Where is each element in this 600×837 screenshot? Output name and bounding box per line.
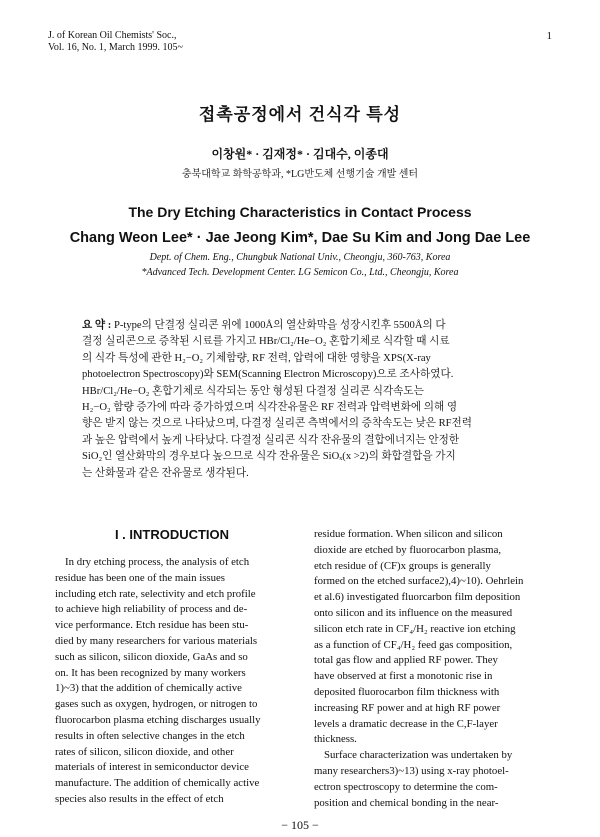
abstract-line: 의 식각 특성에 관한 H₂−O₂ 기체함량, RF 전력, 압력에 대한 영향을 XPS(X-ray	[82, 352, 431, 364]
body-text-line: increasing RF power and at high RF power	[314, 701, 501, 714]
body-text-line: Surface characterization was undertaken by	[324, 749, 513, 762]
abstract-line: SiO₂인 열산화막의 경우보다 높으므로 식각 잔유물은 SiOₓ(x >2)의 화합결합을 가지	[82, 451, 456, 463]
body-text-line: many researchers3)~13) using x-ray photoel-	[314, 764, 509, 777]
abstract-line: photoelectron Spectroscopy)와 SEM(Scanning Electron Microscopy)으로 조사하였다.	[82, 369, 454, 381]
body-text-line: silicon etch rate in CF₄/H₂ reactive ion etching	[314, 622, 516, 635]
body-text-line: position and chemical bonding in the near-	[314, 796, 499, 809]
body-text-line: residue has been one of the main issues	[55, 571, 226, 584]
abstract	[82, 318, 522, 482]
body-text-line: In dry etching process, the analysis of etch	[65, 556, 250, 568]
body-text-line: levels a dramatic decrease in the C,F-layer	[314, 717, 498, 730]
body-text-line: gases such as oxygen, hydrogen, or nitrogen to	[55, 698, 258, 711]
abstract-line: 결정 실리콘으로 증착된 시료를 가지고 HBr/Cl₂/He−O₂ 혼합기체로 식각할 때 시료	[82, 336, 450, 348]
body-text-line: deposited fluorocarbon film thickness with	[314, 685, 500, 698]
english-affiliation-2: *Advanced Tech. Development Center. LG Semicon Co., Ltd., Cheongju, Korea	[141, 267, 459, 278]
body-column-left	[55, 555, 295, 808]
body-text-line: as a function of CF₄/H₂ feed gas composition,	[314, 638, 513, 651]
body-text-line: including etch rate, selectivity and etch profile	[55, 587, 256, 600]
body-text-line: have observed at first a monotonic rise in	[314, 670, 493, 683]
body-text-line: species also results in the effect of etch	[55, 792, 224, 805]
journal-citation	[48, 30, 183, 54]
body-text-line: 1)~3) that the addition of chemically active	[55, 682, 242, 695]
body-text-line: manufacture. The addition of chemically active	[55, 777, 260, 790]
abstract-line: HBr/Cl₂/He−O₂ 혼합기체로 식각되는 동안 형성된 다결정 실리콘 식각속도는	[82, 385, 424, 397]
body-text-line: results in often selective changes in the etch	[55, 729, 245, 742]
body-text-line: residue formation. When silicon and silicon	[314, 528, 503, 540]
body-text-line: et al.6) investigated fluorcarbon film deposition	[314, 591, 521, 604]
page-number-top: 1	[546, 30, 552, 42]
body-text-line: died by many researchers for various materials	[55, 634, 258, 647]
abstract-line: 향은 받지 않는 것으로 나타났으며, 다결정 실리콘 측벽에서의 증착속도는 낮은 RF전력	[82, 418, 473, 430]
body-text-line: dioxide are etched by fluorocarbon plasma,	[314, 543, 502, 556]
body-text-line: on. It has been recognized by many workers	[55, 666, 246, 679]
korean-affiliation: 충북대학교 화학공학과, *LG반도체 선행기술 개발 센터	[181, 169, 419, 180]
body-text-line: onto silicon and its influence on the measured	[314, 606, 513, 619]
abstract-line	[82, 318, 522, 334]
section-heading-introduction: I . INTRODUCTION	[114, 527, 230, 542]
journal-line-2: Vol. 16, No. 1, March 1999. 105~	[48, 42, 183, 53]
korean-authors: 이창원* · 김재정* · 김대수, 이종대	[211, 147, 389, 161]
body-text-line: rates of silicon, silicon dioxide, and other	[55, 745, 234, 758]
body-text-line: total gas flow and applied RF power. They	[314, 654, 498, 667]
body-text-line: fluorocarbon plasma etching discharges usually	[55, 713, 261, 726]
korean-title: 접촉공정에서 건식각 특성	[198, 105, 402, 124]
body-text-line: ectron spectroscopy to determine the com-	[314, 780, 498, 793]
abstract-label: 요 약 :	[82, 320, 112, 331]
abstract-line: 과 높은 압력에서 높게 나타났다. 다결정 실리콘 식각 잔유물의 결합에너지는 안정한	[82, 434, 460, 446]
body-text-line: formed on the etched surface2),4)~10). Oehrlein	[314, 575, 524, 588]
page-number-footer: − 105 −	[281, 818, 319, 832]
journal-line-1: J. of Korean Oil Chemists' Soc.,	[48, 30, 177, 41]
abstract-line: H₂−O₂ 함량 증가에 따라 증가하였으며 식각잔유물은 RF 전력과 압력변화에 의해 영	[82, 402, 458, 414]
abstract-line-text: P-type의 단결정 실리콘 위에 1000Å의 열산화막을 성장시킨후 5500Å의 다	[113, 320, 446, 331]
body-text-line: to achieve high reliability of process and de-	[55, 603, 248, 616]
english-authors: Chang Weon Lee* · Jae Jeong Kim*, Dae Su Kim and Jong Dae Lee	[69, 230, 531, 246]
body-text-line: vice performance. Etch residue has been stu-	[55, 619, 249, 632]
body-text-line: such as silicon, silicon dioxide, GaAs and so	[55, 650, 248, 663]
body-text-line: etch residue of (CF)x groups is generally	[314, 559, 491, 572]
body-text-line: thickness.	[314, 733, 357, 746]
english-title: The Dry Etching Characteristics in Contact Process	[128, 204, 472, 220]
body-column-right	[314, 527, 552, 811]
english-affiliation-1: Dept. of Chem. Eng., Chungbuk National Univ., Cheongju, 360-763, Korea	[149, 252, 451, 263]
abstract-line: 는 산화물과 같은 잔유물로 생각된다.	[82, 467, 249, 479]
body-text-line: materials of interest in semiconductor device	[55, 761, 249, 774]
